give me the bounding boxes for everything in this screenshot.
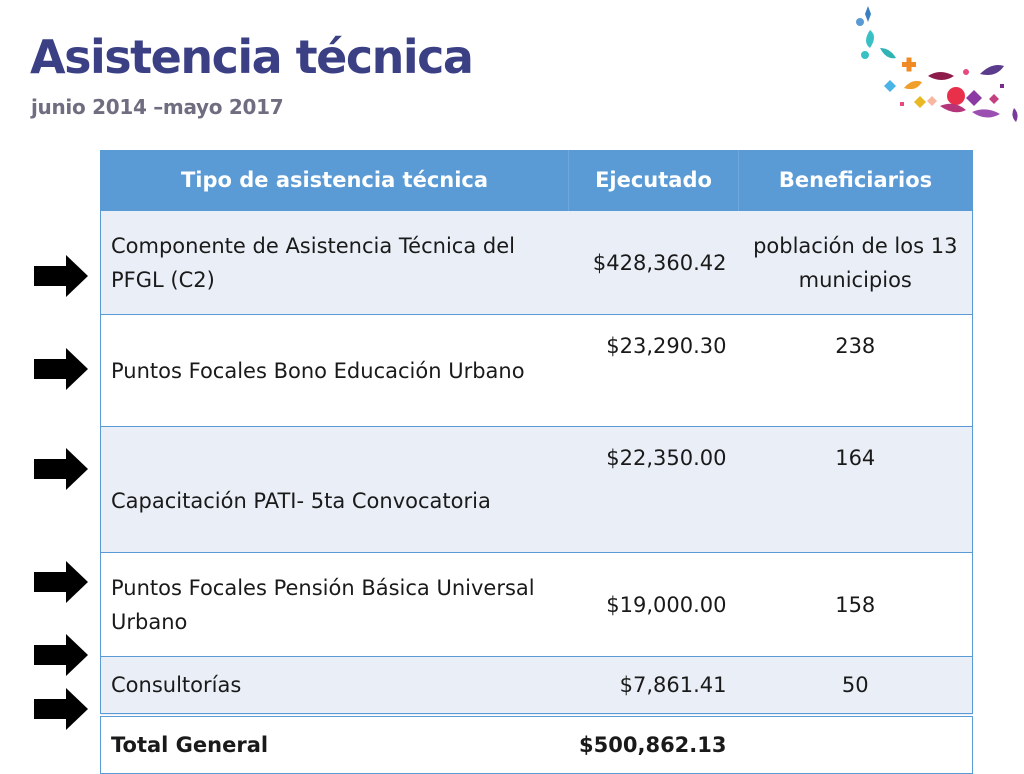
page-subtitle: junio 2014 –mayo 2017 [31, 95, 284, 119]
column-header-beneficiarios: Beneficiarios [739, 150, 973, 211]
cell-beneficiarios: 238 [739, 315, 973, 427]
cell-beneficiarios: 164 [739, 427, 973, 553]
table-header-row [101, 150, 973, 211]
arrow-right-icon [32, 346, 90, 392]
cell-ejecutado: $23,290.30 [569, 315, 739, 427]
table-total-row [101, 715, 973, 774]
cell-ejecutado: $428,360.42 [569, 211, 739, 315]
table-row [101, 427, 973, 553]
confetti-decoration [840, 0, 1024, 135]
cell-ejecutado: $19,000.00 [569, 553, 739, 657]
column-header-ejecutado: Ejecutado [569, 150, 739, 211]
cell-ejecutado: $22,350.00 [569, 427, 739, 553]
cell-tipo: Capacitación PATI- 5ta Convocatoria [101, 427, 569, 553]
arrow-right-icon [32, 632, 90, 678]
cell-tipo: Componente de Asistencia Técnica del PFGL (C2) [101, 211, 569, 315]
total-beneficiarios [739, 715, 973, 774]
page-title: Asistencia técnica [30, 30, 473, 84]
table-row [101, 315, 973, 427]
table-row [101, 553, 973, 657]
assistance-table [100, 150, 973, 774]
cell-tipo: Consultorías [101, 657, 569, 716]
arrow-right-icon [32, 559, 90, 605]
cell-beneficiarios: 50 [739, 657, 973, 716]
table-row [101, 657, 973, 716]
column-header-tipo: Tipo de asistencia técnica [101, 150, 569, 211]
total-label: Total General [101, 715, 569, 774]
arrow-right-icon [32, 253, 90, 299]
arrow-right-icon [32, 446, 90, 492]
cell-ejecutado: $7,861.41 [569, 657, 739, 716]
table-row [101, 211, 973, 315]
cell-tipo: Puntos Focales Pensión Básica Universal Urbano [101, 553, 569, 657]
cell-tipo: Puntos Focales Bono Educación Urbano [101, 315, 569, 427]
total-ejecutado: $500,862.13 [569, 715, 739, 774]
cell-beneficiarios: 158 [739, 553, 973, 657]
arrow-right-icon [32, 686, 90, 732]
cell-beneficiarios: población de los 13 municipios [739, 211, 973, 315]
